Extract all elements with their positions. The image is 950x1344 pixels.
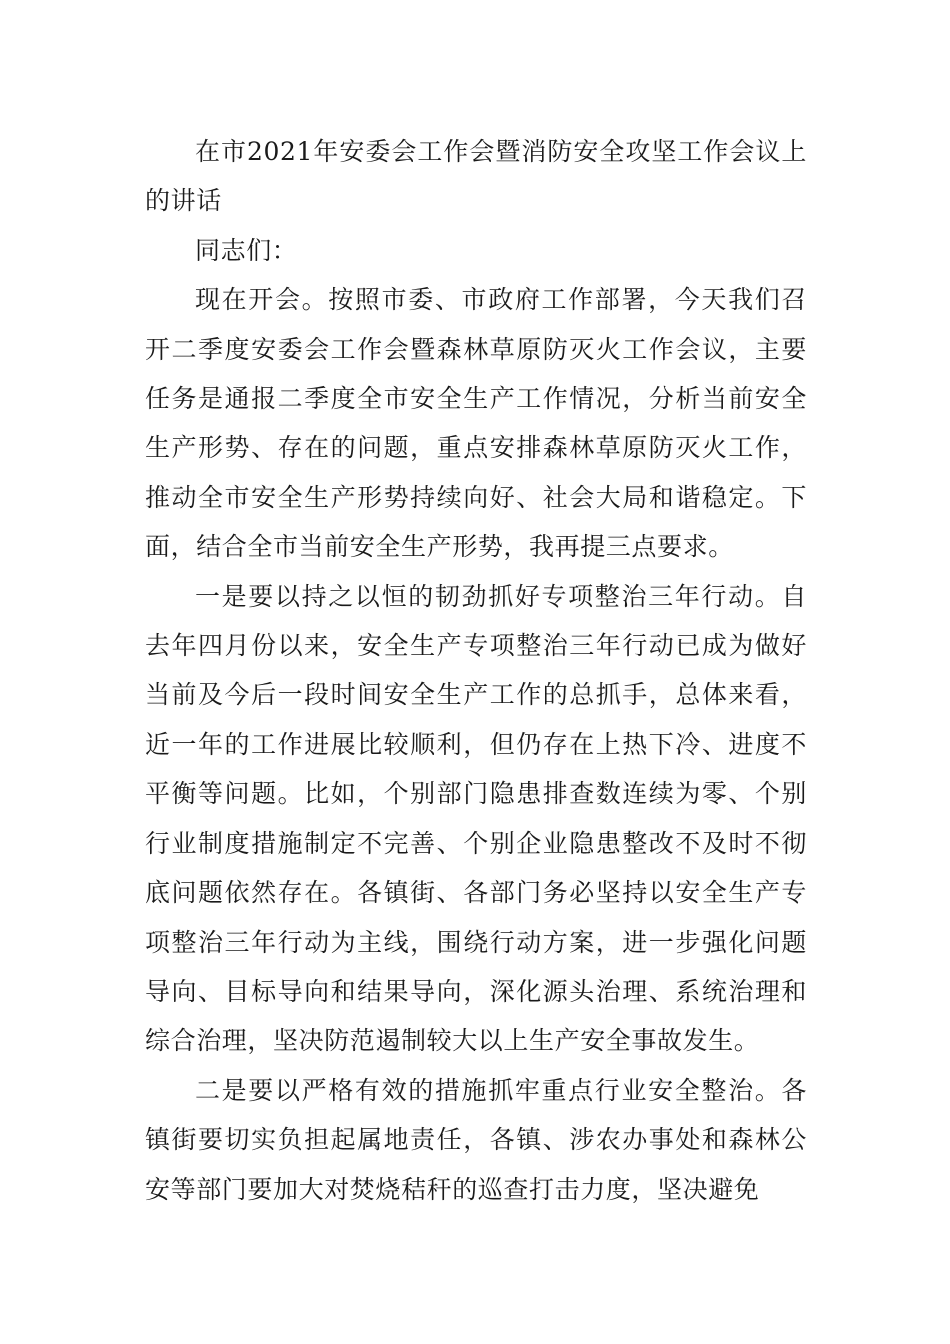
salutation: 同志们： [195,235,298,265]
paragraph-point-one: 一是要以持之以恒的韧劲抓好专项整治三年行动。自去年四月份以来，安全生产专项整治三年行动已成为做好当前及今后一段时间安全生产工作的总抓手，总体来看，近一年的工作进展比较顺利，但仍存在上热下冷、进度不平衡等问题。比如，个别部门隐患排查数连续为零、个别行业制度措施制定不完善、个别企业隐患整改不及时不彻底问题依然存在。各镇街、各部门务必坚持以安全生产专项整治三年行动为主线，围绕行动方案，进一步强化问题导向、目标导向和结果导向，深化源头治理、系统治理和综合治理，坚决防范遏制较大以上生产安全事故发生。 [145,581,807,1056]
paragraph-opening: 现在开会。按照市委、市政府工作部署，今天我们召开二季度安委会工作会暨森林草原防灭火工作会议，主要任务是通报二季度全市安全生产工作情况，分析当前安全生产形势、存在的问题，重点安排森林草原防灭火工作，推动全市安全生产形势持续向好、社会大局和谐稳定。下面，结合全市当前安全生产形势，我再提三点要求。 [145,285,807,562]
paragraph-point-two: 二是要以严格有效的措施抓牢重点行业安全整治。各镇街要切实负担起属地责任，各镇、涉农办事处和森林公安等部门要加大对焚烧秸秆的巡查打击力度，坚决避免 [145,1075,807,1204]
speech-title: 在市2021年安委会工作会暨消防安全攻坚工作会议上的讲话 [145,137,807,216]
document-page [145,127,807,1214]
